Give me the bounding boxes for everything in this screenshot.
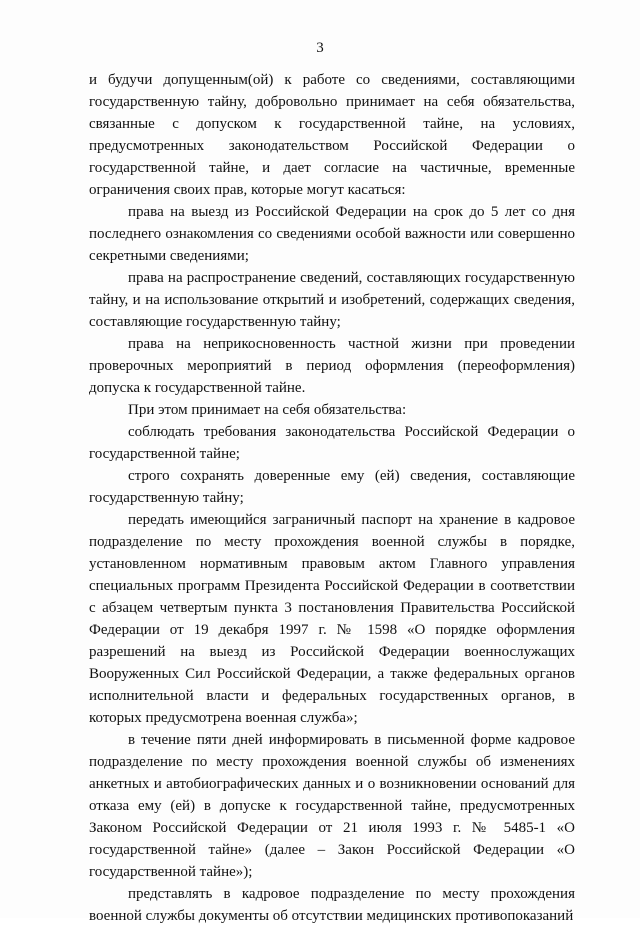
paragraph-obligation-inform: в течение пяти дней информировать в письменной форме кадровое подразделение по месту прохождения военной службы об изменениях анкетных и автобиографических данных и о возникновении оснований для отказа ему (ей) в допуске к государственной тайне, предусмотренных Законом Российской Федерации от 21 июля 1993 г. № 5485-1 «О государственной тайне» (далее – Закон Российской Федерации «О государственной тайне»);: [89, 732, 575, 880]
paragraph-obligations-intro: При этом принимает на себя обязательства:: [128, 402, 407, 418]
paragraph-right-travel: права на выезд из Российской Федерации на срок до 5 лет со дня последнего ознакомления со сведениями особой важности или совершенно секретными сведениями;: [89, 204, 575, 264]
paragraph-obligation-comply: соблюдать требования законодательства Российской Федерации о государственной тайне;: [89, 424, 575, 462]
paragraph-obligation-preserve: строго сохранять доверенные ему (ей) сведения, составляющие государственную тайну;: [89, 468, 575, 506]
paragraph-right-dissemination: права на распространение сведений, составляющих государственную тайну, и на использование открытий и изобретений, содержащих сведения, составляющие государственную тайну;: [89, 270, 575, 330]
paragraph-obligation-medical: представлять в кадровое подразделение по месту прохождения военной службы документы об отсутствии медицинских противопоказаний: [89, 886, 575, 924]
document-body: [89, 69, 575, 927]
paragraph-right-privacy: права на неприкосновенность частной жизни при проведении проверочных мероприятий в период оформления (переоформления) допуска к государственной тайне.: [89, 336, 575, 396]
paragraph-consent-intro: и будучи допущенным(ой) к работе со сведениями, составляющими государственную тайну, добровольно принимает на себя обязательства, связанные с допуском к государственной тайне, на условиях, предусмотренных законодательством Российской Федерации о государственной тайне, и дает согласие на частичные, временные ограничения своих прав, которые могут касаться:: [89, 72, 575, 198]
paragraph-obligation-passport: передать имеющийся заграничный паспорт на хранение в кадровое подразделение по месту прохождения военной службы в порядке, установленном нормативным правовым актом Главного управления специальных программ Президента Российской Федерации в соответствии с абзацем четвертым пункта 3 постановления Правительства Российской Федерации от 19 декабря 1997 г. № 1598 «О порядке оформления разрешений на выезд из Российской Федерации военнослужащих Вооруженных Сил Российской Федерации, а также федеральных органов исполнительной власти и федеральных государственных органов, в которых предусмотрена военная служба»;: [89, 512, 575, 726]
page-number: 3: [316, 40, 324, 56]
